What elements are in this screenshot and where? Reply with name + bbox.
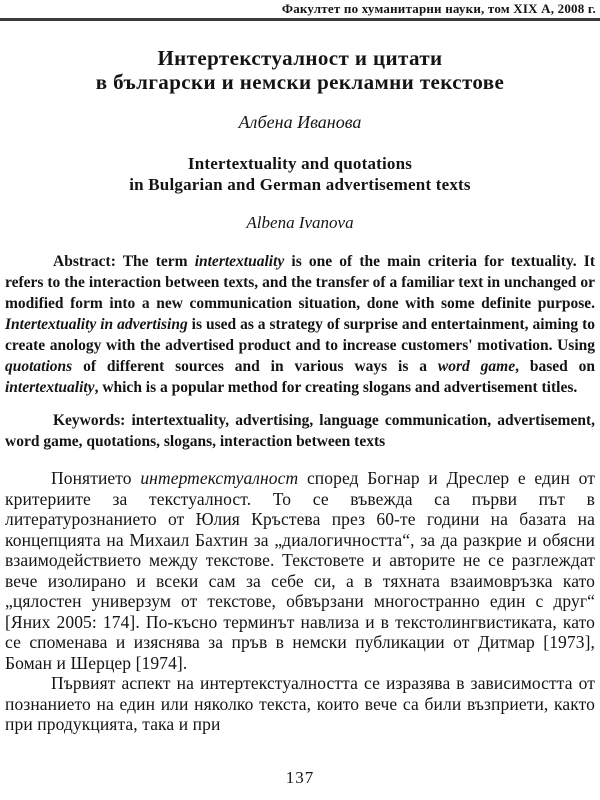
keywords-text: : intertextuality, advertising, language communication, advertisement, word game, quotations, slogans, interaction between texts (5, 412, 595, 450)
body-paragraph-2: Първият аспект на интертекстуалността се изразява в зависимостта от познанието на един или няколко текста, които вече са били възприети, както при продукцията, така и при (5, 673, 595, 734)
article-title-bg (0, 46, 600, 94)
body-text (5, 468, 595, 735)
article-title-bg-line2: в български и немски рекламни текстове (95, 70, 505, 94)
abstract-text: : The term intertextuality is one of the main criteria for textuality. It refers to the interaction between texts, and the transfer of a familiar text in unchanged or modified form into a new communication situation, done with some definite purpose. Intertextuality in advertising is used as a strategy of surprise and entertainment, aiming to create anology with the advertised product and to increase customers' motivation. Using quotations of different sources and in various ways is a word game, based on intertextuality, which is a popular method for creating slogans and advertisement titles. (5, 253, 595, 396)
page-number: 137 (285, 768, 315, 787)
keywords-paragraph (5, 410, 595, 452)
keywords-label: Keywords (53, 412, 121, 429)
body-paragraph-1: Понятието интертекстуалност според Богнар и Дреслер е един от критериите за текстуалност. То се въвежда са първи път в литературознанието от Юлия Кръстева през 60-те години на базата на концепцията на Михаил Бахтин за „диалогичността“, за да разкрие и обясни взаимодействието между текстове. Текстовете и авторите не се разглеждат вече изолирано и всеки сам за себе си, а в тяхната взаимовръзка като „цялостен универзум от текстове, обвързани многостранно един с друг“ [Яних 2005: 174]. По-късно терминът навлиза и в текстолингвистиката, като се споменава и изяснява за пръв в немски публикации от Дитмар [1973], Боман и Шерцер [1974]. (5, 468, 595, 673)
article-title-bg-line1: Интертекстуалност и цитати (157, 46, 443, 70)
author-name-en: Albena Ivanova (246, 213, 354, 232)
article-title-en-line2: in Bulgarian and German advertisement texts (129, 175, 471, 194)
abstract-paragraph (5, 251, 595, 398)
article-title-en (0, 153, 600, 195)
running-head: Факултет по хуманитарни науки, том XIX А, 2008 г. (0, 0, 600, 21)
abstract-label: Abstract (53, 253, 111, 270)
author-name-bg: Албена Иванова (238, 112, 362, 132)
article-title-en-line1: Intertextuality and quotations (187, 154, 413, 173)
